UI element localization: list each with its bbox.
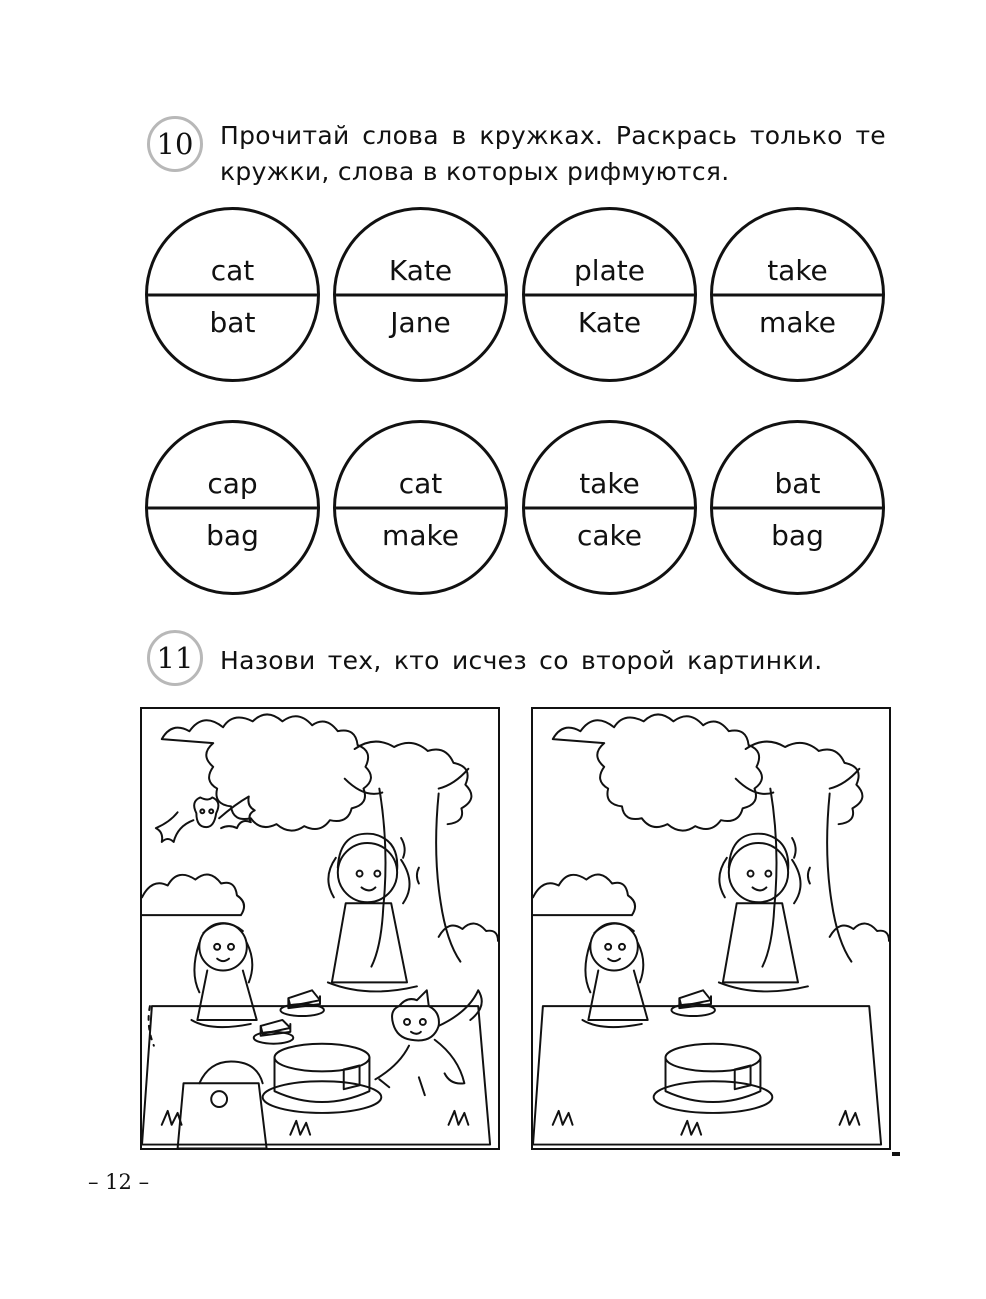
tree-trunk (371, 789, 460, 967)
circle-word-top: cap (207, 467, 258, 500)
circle-divider (336, 293, 505, 296)
task-11-instruction: Назови тех, кто исчез со второй картинки. (220, 646, 823, 675)
picnic-picture-original (140, 707, 500, 1150)
rhyme-circle-5[interactable] (145, 420, 320, 595)
rhyme-circle-3[interactable] (522, 207, 697, 382)
corner-mark (892, 1152, 900, 1156)
circle-divider (148, 506, 317, 509)
task-10-instruction: Прочитай слова в кружках. Раскрась только те кружки, слова в которых рифмуются. (220, 121, 886, 186)
small-girl (191, 923, 256, 1027)
circle-word-bottom: bat (209, 306, 256, 339)
rhyme-circle-2[interactable] (333, 207, 508, 382)
circle-word-bottom: Jane (390, 306, 451, 339)
rhyme-circle-7[interactable] (522, 420, 697, 595)
rhyme-circle-6[interactable] (333, 420, 508, 595)
circle-word-top: cat (398, 467, 443, 500)
circle-word-bottom: cake (577, 519, 642, 552)
circle-word-bottom: Kate (577, 306, 642, 339)
page-number: – 12 – (88, 1170, 150, 1194)
task-11-number: 11 (147, 630, 203, 686)
circle-word-top: bat (774, 467, 821, 500)
circle-divider (148, 293, 317, 296)
circle-word-top: Kate (388, 254, 453, 287)
circle-divider (713, 506, 882, 509)
picnic-picture-changed (531, 707, 891, 1150)
circle-divider (525, 293, 694, 296)
bush-left (142, 874, 244, 915)
rhyme-circle-4[interactable] (710, 207, 885, 382)
rhyme-circle-1[interactable] (145, 207, 320, 382)
circle-word-top: take (579, 467, 640, 500)
circle-word-top: cat (210, 254, 255, 287)
circle-word-top: take (767, 254, 828, 287)
circle-word-bottom: make (382, 519, 459, 552)
handbag (178, 1062, 267, 1148)
circle-word-bottom: bag (771, 519, 824, 552)
big-cake (263, 1044, 382, 1113)
circle-divider (713, 293, 882, 296)
circle-divider (336, 506, 505, 509)
circle-word-top: plate (574, 254, 645, 287)
rhyme-circle-8[interactable] (710, 420, 885, 595)
circle-word-bottom: bag (206, 519, 259, 552)
circle-divider (525, 506, 694, 509)
tree-canopy (162, 714, 371, 830)
task-10-number: 10 (147, 116, 203, 172)
circle-word-bottom: make (759, 306, 836, 339)
